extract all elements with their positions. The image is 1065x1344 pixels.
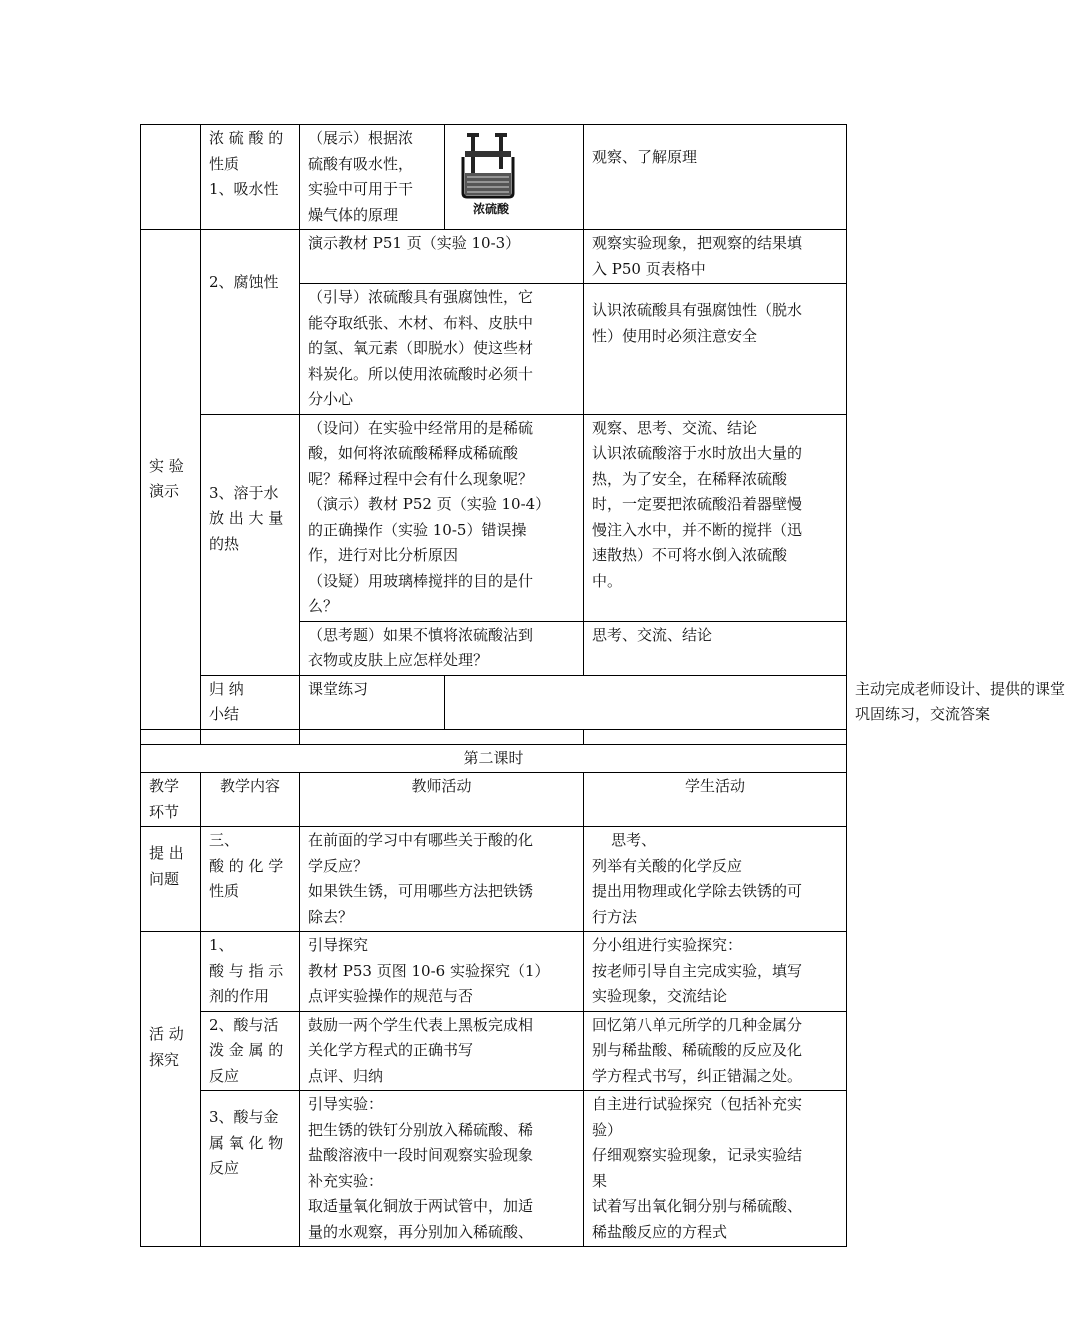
teacher-line: 点评、归纳 <box>308 1066 384 1085</box>
spacer-cell <box>141 729 201 744</box>
header-stage <box>141 773 201 827</box>
student-line: 思考、交流、结论 <box>592 625 713 644</box>
row-summary: 归 纳 小结 课堂练习 主动完成老师设计、提供的课堂 巩固练习，交流答案 <box>141 675 847 729</box>
teacher-line: 补充实验： <box>308 1171 384 1190</box>
student-line: 热，为了安全，在稀释浓硫酸 <box>592 469 788 488</box>
header-line: 环节 <box>149 802 180 821</box>
content-line: 反应 <box>209 1066 240 1085</box>
teacher-line: （引导）浓硫酸具有强腐蚀性，它 <box>308 288 534 306</box>
section-line: 提 出 <box>149 844 184 862</box>
header-line: 教学 <box>149 777 180 795</box>
content-cell <box>201 230 300 415</box>
student-line: 观察实验现象，把观察的结果填 <box>592 234 803 252</box>
teacher-cell-empty <box>445 675 847 729</box>
student-line: 分小组进行实验探究： <box>592 936 743 954</box>
teacher-line: 酸，如何将浓硫酸稀释成稀硫酸 <box>308 444 519 462</box>
stage-cell-empty <box>141 125 201 230</box>
student-cell <box>584 621 847 675</box>
section-line: 演示 <box>149 482 180 501</box>
content-line: 酸 与 指 示 <box>209 961 284 980</box>
student-line: 时，一定要把浓硫酸沿着器壁慢 <box>592 495 803 513</box>
section-cell-summary <box>201 675 300 729</box>
content-cell <box>201 932 300 1012</box>
content-line: 反应 <box>209 1159 240 1177</box>
content-line: 2、酸与活 <box>209 1015 279 1034</box>
student-cell <box>584 230 847 284</box>
student-line: 行方法 <box>592 907 638 926</box>
student-line: 仔细观察实验现象，记录实验结 <box>592 1146 803 1164</box>
content-line: 1、 <box>209 936 234 954</box>
teacher-line: 引导实验： <box>308 1095 384 1113</box>
student-line: 中。 <box>592 571 623 590</box>
teacher-line: （展示）根据浓 <box>308 129 414 147</box>
teacher-line: （设问）在实验中经常用的是稀硫 <box>308 418 534 437</box>
student-cell <box>584 932 847 1012</box>
content-line: 浓 硫 酸 的 <box>209 129 284 147</box>
teacher-line: 教材 P53 页图 10-6 实验探究（1） <box>308 961 550 980</box>
teacher-line: 引导探究 <box>308 936 369 954</box>
row-raise-question <box>141 827 847 932</box>
content-cell <box>201 1091 300 1247</box>
teacher-line: 的正确操作（实验 10-5）错误操 <box>308 520 527 539</box>
spacer-cell <box>201 729 300 744</box>
student-line: 列举有关酸的化学反应 <box>592 856 743 875</box>
teacher-cell <box>300 1011 584 1091</box>
student-line: 稀盐酸反应的方程式 <box>592 1222 728 1241</box>
teacher-cell <box>300 414 584 621</box>
student-line: 性）使用时必须注意安全 <box>592 326 758 345</box>
teacher-line: 燥气体的原理 <box>308 205 399 224</box>
teacher-line: 么？ <box>308 597 339 615</box>
content-line: 三、 <box>209 831 240 849</box>
student-line: 实验现象，交流结论 <box>592 987 728 1005</box>
content-cell <box>201 125 300 230</box>
teacher-line: 除去？ <box>308 907 354 926</box>
row-lesson-title <box>141 744 847 773</box>
content-line: 课堂练习 <box>308 679 369 698</box>
teacher-line: 量的水观察，再分别加入稀硫酸、 <box>308 1222 534 1241</box>
flask-illustration <box>451 127 531 219</box>
lesson-plan-table <box>140 124 1065 1247</box>
row-explore-3 <box>141 1091 847 1247</box>
content-cell <box>201 414 300 675</box>
student-cell <box>584 1091 847 1247</box>
student-line: 思考、 <box>592 831 657 849</box>
student-line: 学方程式书写，纠正错漏之处。 <box>592 1066 803 1085</box>
student-line: 验） <box>592 1120 623 1139</box>
teacher-line: （设疑）用玻璃棒搅拌的目的是什 <box>308 571 534 590</box>
spacer-cell <box>300 729 584 744</box>
student-line: 认识浓硫酸具有强腐蚀性（脱水 <box>592 301 803 319</box>
row-explore-2 <box>141 1011 847 1091</box>
content-line: 2、腐蚀性 <box>209 273 279 291</box>
teacher-cell <box>300 230 584 284</box>
content-line: 3、溶于水 <box>209 483 279 502</box>
teacher-line: 取适量氧化铜放于两试管中，加适 <box>308 1197 534 1215</box>
header-content: 教学内容 <box>201 773 300 827</box>
student-line: 别与稀盐酸、稀硫酸的反应及化 <box>592 1041 803 1059</box>
student-line: 试着写出氧化铜分别与稀硫酸、 <box>592 1197 803 1215</box>
section-line: 实 验 <box>149 456 184 475</box>
content-line: 性质 <box>209 154 240 173</box>
content-line: 性质 <box>209 882 240 900</box>
header-teacher: 教师活动 <box>300 773 584 827</box>
student-line: 观察、了解原理 <box>592 148 698 166</box>
content-line: 剂的作用 <box>209 987 270 1005</box>
section-cell-explore <box>141 932 201 1247</box>
teacher-line: 呢？稀释过程中会有什么现象呢？ <box>308 469 534 488</box>
teacher-line: 在前面的学习中有哪些关于酸的化 <box>308 831 534 849</box>
teacher-line: 作，进行对比分析原因 <box>308 546 459 564</box>
lesson-plan-sheet <box>140 124 1065 1247</box>
teacher-line: 鼓励一两个学生代表上黑板完成相 <box>308 1015 534 1034</box>
student-line: 回忆第八单元所学的几种金属分 <box>592 1015 803 1034</box>
content-line: 属 氧 化 物 <box>209 1133 284 1152</box>
teacher-line: 衣物或皮肤上应怎样处理？ <box>308 651 489 669</box>
section-line: 探究 <box>149 1050 180 1069</box>
content-line: 放 出 大 量 <box>209 509 284 527</box>
content-line: 的热 <box>209 534 240 553</box>
teacher-line: 关化学方程式的正确书写 <box>308 1041 474 1059</box>
student-line: 自主进行试验探究（包括补充实 <box>592 1095 803 1113</box>
row-corrosion-1 <box>141 230 847 284</box>
spacer-cell <box>584 729 847 744</box>
teacher-line: 分小心 <box>308 390 354 408</box>
teacher-cell <box>300 125 445 230</box>
teacher-cell <box>300 827 584 932</box>
teacher-line: 料炭化。所以使用浓硫酸时必须十 <box>308 364 534 383</box>
student-line: 认识浓硫酸溶于水时放出大量的 <box>592 444 803 462</box>
content-cell <box>300 675 445 729</box>
teacher-line: （演示）教材 P52 页（实验 10-4） <box>308 495 551 513</box>
section-line: 小结 <box>209 705 240 723</box>
row-header <box>141 773 847 827</box>
content-cell <box>201 1011 300 1091</box>
teacher-line: 硫酸有吸水性， <box>308 154 414 173</box>
section-cell-raise <box>141 827 201 932</box>
student-line: 入 P50 页表格中 <box>592 259 706 278</box>
section-line: 问题 <box>149 869 180 888</box>
header-student: 学生活动 <box>584 773 847 827</box>
content-line: 3、酸与金 <box>209 1108 279 1126</box>
student-line: 观察、思考、交流、结论 <box>592 418 758 437</box>
content-cell <box>201 827 300 932</box>
section-cell-experiment <box>141 230 201 730</box>
lesson-title: 第二课时 <box>141 744 847 773</box>
teacher-cell <box>300 284 584 415</box>
gas-washing-bottle-icon <box>451 127 531 219</box>
student-cell <box>584 414 847 621</box>
student-cell <box>584 1011 847 1091</box>
student-line: 按老师引导自主完成实验，填写 <box>592 961 803 980</box>
row-dissolve-1 <box>141 414 847 621</box>
row-property <box>141 125 847 230</box>
teacher-line: 能夺取纸张、木材、布料、皮肤中 <box>308 313 534 332</box>
student-line: 果 <box>592 1171 608 1190</box>
content-line: 泼 金 属 的 <box>209 1041 284 1059</box>
teacher-line: 的氢、氧元素（即脱水）使这些材 <box>308 339 534 357</box>
section-line: 活 动 <box>149 1025 184 1043</box>
teacher-cell <box>300 621 584 675</box>
section-line: 归 纳 <box>209 679 244 698</box>
teacher-line: （思考题）如果不慎将浓硫酸沾到 <box>308 625 534 644</box>
teacher-line: 实验中可用于干 <box>308 180 414 198</box>
row-explore-1 <box>141 932 847 1012</box>
row-spacer <box>141 729 847 744</box>
flask-caption: 浓硫酸 <box>472 202 510 216</box>
student-line: 提出用物理或化学除去铁锈的可 <box>592 882 803 900</box>
teacher-line: 盐酸溶液中一段时间观察实验现象 <box>308 1146 534 1164</box>
teacher-cell <box>300 932 584 1012</box>
teacher-line: 演示教材 P51 页（实验 10-3） <box>308 234 521 252</box>
teacher-cell <box>300 1091 584 1247</box>
content-line: 1、吸水性 <box>209 180 279 198</box>
student-cell <box>584 827 847 932</box>
teacher-line: 点评实验操作的规范与否 <box>308 987 474 1005</box>
content-line: 酸 的 化 学 <box>209 856 284 875</box>
student-line: 慢注入水中，并不断的搅拌（迅 <box>592 520 803 539</box>
student-cell <box>584 284 847 415</box>
student-line: 速散热）不可将水倒入浓硫酸 <box>592 546 788 564</box>
teacher-line: 学反应？ <box>308 856 369 875</box>
teacher-line: 把生锈的铁钉分别放入稀硫酸、稀 <box>308 1120 534 1139</box>
teacher-line: 如果铁生锈，可用哪些方法把铁锈 <box>308 882 534 900</box>
image-cell <box>445 125 584 230</box>
student-cell <box>584 125 847 230</box>
